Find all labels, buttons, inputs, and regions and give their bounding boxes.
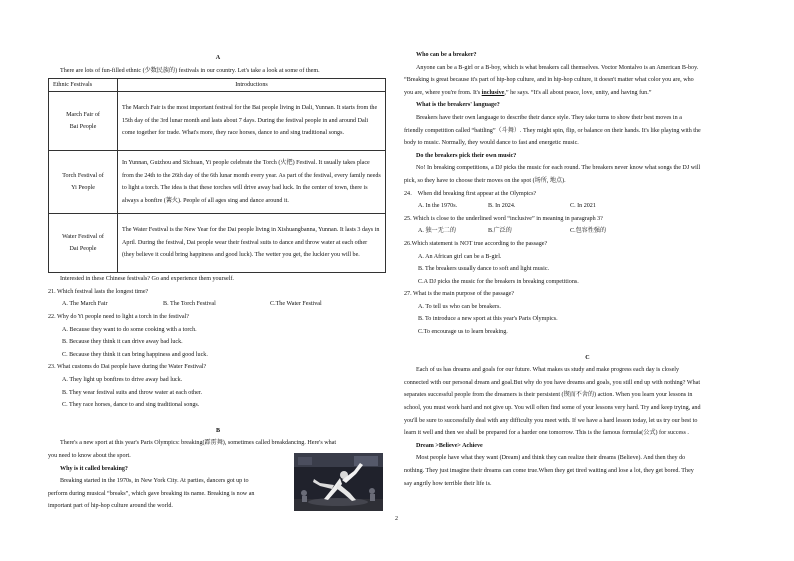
paragraph-line: No! In breaking competitions, a DJ picks the music for each round. The breakers never know what songs the DJ will [416,165,701,172]
paragraph-line: body to music. Normally, they would dance to fast and energetic music. [404,140,579,147]
section-b-paragraph-line: Breaking started in the 1970s, in New York City. At parties, dancers got up to [60,478,249,485]
festival-people: Yi People [71,185,95,192]
success-formula: Dream >Believe> Achieve [416,442,483,449]
section-b-intro-line: There's a new sport at this year's Paris Olympics: breaking(霹雳舞), sometimes called breakdancing. Here's what [60,440,337,447]
option: A. 独一无二的 [418,228,456,235]
option: A. In the 1970s. [418,203,458,210]
option: B. The breakers usually dance to soft and light music. [418,266,550,273]
text-run: you are, where you're from. It's [404,89,482,96]
question-21-options [48,298,388,311]
section-b-intro-line: you need to know about the sport. [48,452,131,459]
option: C.The Water Festival [270,301,322,308]
table-row [49,92,386,151]
option: B. To introduce a new sport at this year's Paris Olympics. [418,316,558,323]
option: B. The Torch Festival [163,301,216,308]
question-23: 23. What customs do Dai people have during the Water Festival? [48,364,207,371]
paragraph-line: say angrily how terrible their life is. [404,480,492,487]
option: A. To tell us who can be breakers. [418,303,501,310]
paragraph-line: Breakers have their own language to describe their dance style. They take turns to show their best moves in a [416,114,682,121]
festival-people: Dai People [69,246,97,253]
festival-intro: The Water Festival is the New Year for the Dai people living in Xishuangbanna, Yunnan. It lasts 3 days in April. During the festival, Dai people wear their festival suits to dance and throw water at each other (they believe it could bring happiness and good luck). The wetter you get, the luckier you will be. [118,214,386,273]
paragraph-line: connected with our personal dream and goal.But why do you have dreams and goals, you still end up with nothing? What [404,379,701,386]
festival-table [48,78,386,273]
festival-name: March Fair of [66,111,100,118]
option: C.To encourage us to learn breaking. [418,329,508,336]
section-a-outro: Interested in these Chinese festivals? Go and experience them yourself. [60,276,234,283]
breakdancer-photo [294,453,383,511]
question-22: 22. Why do Yi people need to light a torch in the festival? [48,313,189,320]
question-21: 21. Which festival lasts the longest time? [48,288,149,295]
section-b-heading: What is the breakers' language? [416,102,500,109]
paragraph-line: pick, so they have to choose their moves on the spot (场所, 地点). [404,177,566,184]
section-a-title: A [215,55,221,61]
option: A. Because they want to do some cooking with a torch. [62,326,197,333]
question-25-options [404,225,771,238]
right-column [404,0,771,490]
underlined-word-inclusive: inclusive [481,89,505,96]
section-b-paragraph-line: perform during musical “breaks”, which gave breaking its name. Breaking is now an [48,490,255,497]
question-25: 25. Which is close to the underlined word “inclusive” in meaning in paragraph 3? [404,215,603,222]
paragraph-line: “Breaking is great because it's part of hip-hop culture, and in hip-hop culture, it doesn't matter what color you are, who [404,77,694,84]
section-b-heading: Who can be a breaker? [416,52,477,58]
question-24-options [404,200,771,213]
paragraph-line: Most people have what they want (Dream) and think they can realize their dreams (Believe). And then they do [416,455,686,462]
table-row [49,151,386,214]
breakdancer-illustration [294,453,383,511]
option: A. They light up bonfires to drive away bad luck. [62,376,183,383]
option: A. An African girl can be a B-girl. [418,253,502,260]
table-row [49,214,386,273]
paragraph-line: nothing. They just imagine their dreams can come true.When they get tired waiting and lose a lot, they get bored. They [404,468,694,474]
paragraph-line: separates successful people from the dreamers is their persistent (锲而不舍的) action. When you learn your lessons in [404,392,693,399]
option: C. Because they think it can bring happiness and good luck. [62,351,208,358]
question-27: 27. What is the main purpose of the passage? [404,291,515,298]
option: A. The March Fair [62,301,108,308]
page-number: 2 [395,516,398,522]
option: C. They race horses, dance to and sing traditional songs. [62,402,200,409]
paragraph-line: Each of us has dreams and goals for our future. What makes us study and make progress each day is closely [416,367,680,374]
left-column [48,0,388,513]
festival-name: Water Festival of [62,233,104,240]
section-b-title: B [215,427,221,434]
festival-name: Torch Festival of [62,172,104,179]
table-header-festivals: Ethnic Festivals [49,79,118,92]
paragraph-line: friendly competition called “battling”（斗舞）. They might spin, flip, or balance on their hands. It's like playing with the [404,127,701,134]
section-b-heading: Do the breakers pick their own music? [416,152,517,159]
section-b-paragraph-line: important part of hip-hop culture around the world. [48,503,173,510]
festival-people: Bai People [69,124,97,131]
section-c-title: C [585,354,590,361]
option: C.包容性强的 [570,228,607,235]
option: B. Because they think it can drive away bad luck. [62,339,183,346]
option: B. They wear festival suits and throw water at each other. [62,389,202,396]
section-b-heading: Why is it called breaking? [60,465,128,472]
question-26: 26.Which statement is NOT true according to the passage? [404,240,548,247]
table-header-introductions: Introductions [118,79,386,92]
option: C.A DJ picks the music for the breakers in breaking competitions. [418,278,579,285]
option: C. In 2021 [570,203,596,210]
text-run: ,” he says. “It's all about peace, love, unity, and having fun.” [504,89,652,96]
paragraph-line: learn it well and then we shall be prepared for a harder one tomorrow. This is the famous formula(公式) for success . [404,430,689,437]
question-24: 24． When did breaking first appear at the Olympics? [404,190,537,197]
paragraph-line: school, you must work hard and not give up. You will often find some of your lessons very hard. Try and keep trying, and [404,405,701,412]
paragraph-line: you'll be sure to successfully deal with any difficulty you meet with. If we have a hard lesson today, let us try our best to [404,417,698,424]
section-a-intro: There are lots of fun-filled ethnic (少数民族的) festivals in our country. Let's take a look at some of them. [60,67,320,74]
festival-intro: In Yunnan, Guizhou and Sichuan, Yi people celebrate the Torch (火把) Festival. It usually takes place from the 24th to the 26th day of the 6th lunar month every year. As part of the festival, every family needs to light a torch. The idea is that these torches will drive away bad luck. In the center of town, there is always a bonfire (篝火). People of all ages sing and dance around it. [118,151,386,214]
festival-intro: The March Fair is the most important festival for the Bai people living in Dali, Yunnan. It starts from the 15th day of the 3rd lunar month and lasts about 7 days. During the festival people in and around Dali come together for trade. What's more, they race horses, dance to and sing traditional songs. [118,92,386,151]
paragraph-line [404,87,771,100]
paragraph-line: Anyone can be a B-girl or a B-boy, which is what breakers call themselves. Voctor Montalvo is an American B-boy. [416,64,699,71]
option: B. In 2024. [488,203,516,210]
option: B.广泛的 [488,228,512,235]
